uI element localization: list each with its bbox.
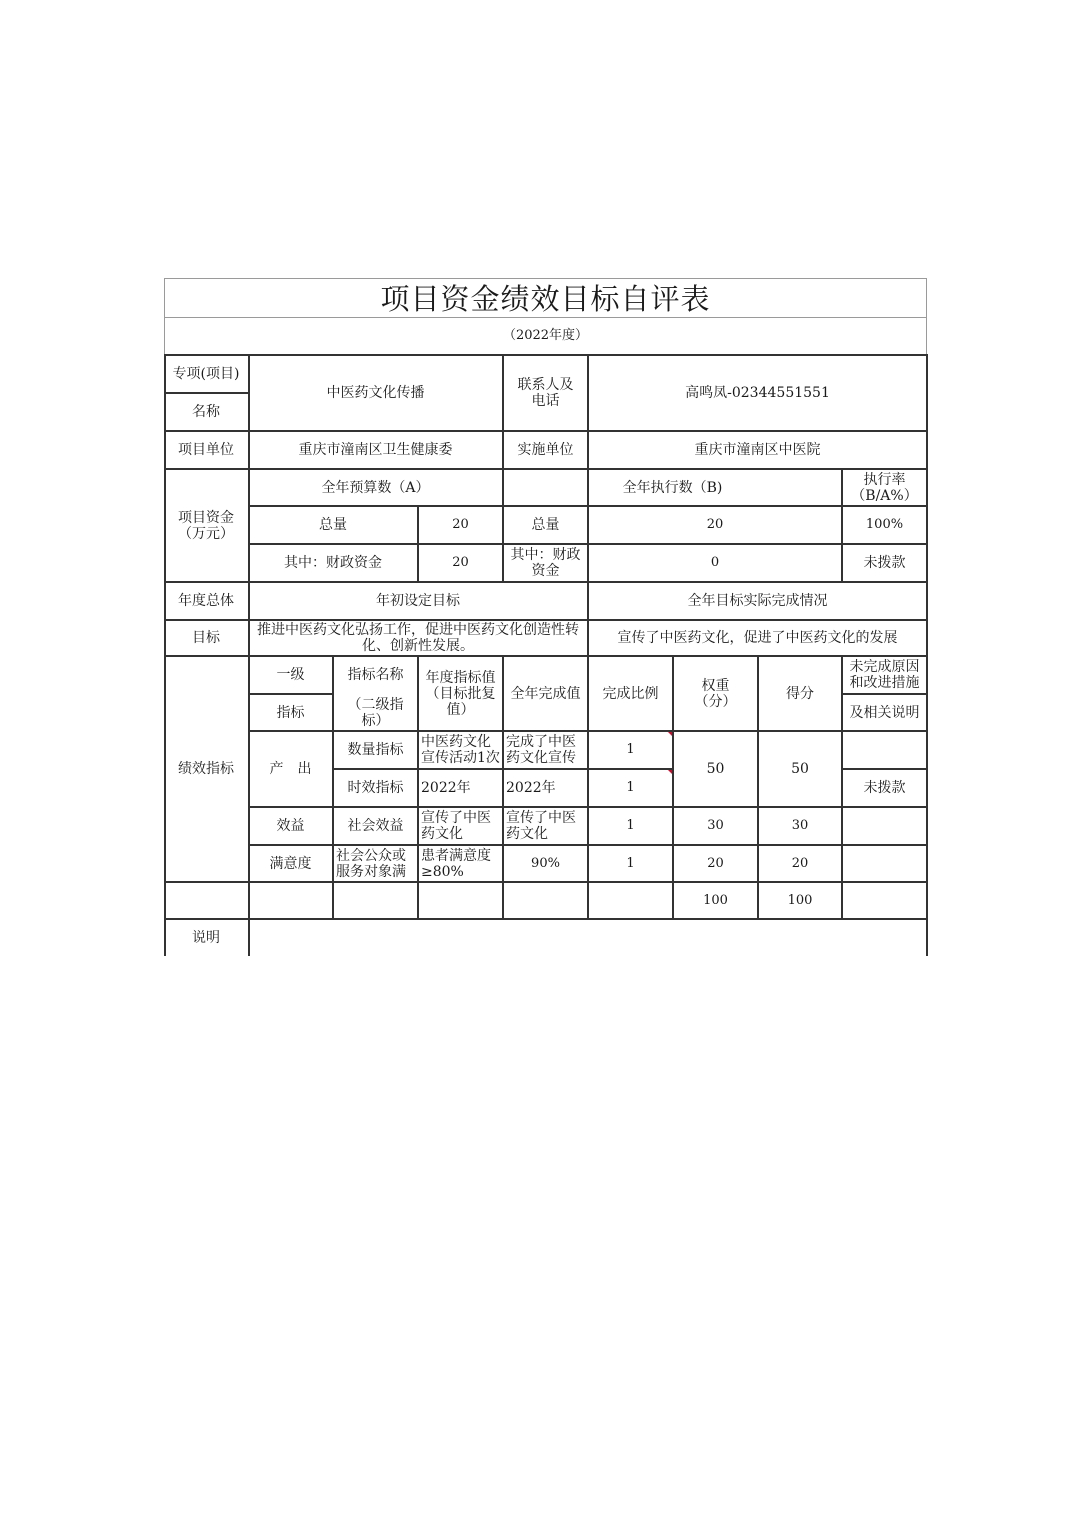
rule xyxy=(587,581,589,656)
budget-header: 全年预算数（A） xyxy=(321,479,430,496)
indicator-weight: 30 xyxy=(707,818,724,833)
rule xyxy=(332,655,334,919)
actual-header: 全年目标实际完成情况 xyxy=(687,593,828,609)
rule xyxy=(587,505,589,582)
indicator-name: 数量指标 xyxy=(347,742,404,758)
total-weight: 100 xyxy=(703,892,728,908)
indicator-name: 社会公众或服务对象满 xyxy=(336,847,406,880)
output-score: 50 xyxy=(791,761,809,777)
budget-total-label: 总量 xyxy=(319,517,347,533)
indicator-target: 宣传了中医药文化 xyxy=(421,810,491,842)
rule xyxy=(417,505,419,582)
rate-total-value: 100% xyxy=(865,517,904,532)
ind-name-header-a: 指标名称 xyxy=(347,667,404,683)
goal-label: 目标 xyxy=(192,630,220,646)
indicator-weight: 20 xyxy=(707,855,724,871)
rule xyxy=(842,768,928,770)
indicator-done: 2022年 xyxy=(506,780,556,796)
rule xyxy=(164,430,928,432)
rule xyxy=(926,278,927,354)
exec-total-label: 总量 xyxy=(531,517,560,533)
score-header: 得分 xyxy=(786,685,814,702)
indicator-target: 中医药文化宣传活动1次 xyxy=(421,734,500,766)
rule xyxy=(672,655,674,919)
project-unit-value: 重庆市潼南区卫生健康委 xyxy=(298,442,453,458)
initial-goal-header: 年初设定目标 xyxy=(376,593,460,609)
project-name-label-1: 专项(项目) xyxy=(172,366,240,382)
project-name-value: 中医药文化传播 xyxy=(326,385,425,401)
indicator-name: 时效指标 xyxy=(347,780,404,796)
project-name-label-2: 名称 xyxy=(192,404,220,420)
reason-header-a: 未完成原因和改进措施 xyxy=(849,659,920,691)
budget-total-value: 20 xyxy=(452,517,469,532)
rule xyxy=(164,354,166,956)
rule xyxy=(587,354,589,506)
rule xyxy=(164,278,927,279)
rule xyxy=(164,655,928,657)
rule xyxy=(248,354,250,956)
contact-label: 联系人及电话 xyxy=(517,377,574,409)
funds-label: 项目资金（万元） xyxy=(178,509,234,542)
rule xyxy=(164,468,928,470)
indicator-score: 30 xyxy=(791,818,809,833)
reason-header-b: 及相关说明 xyxy=(849,704,920,721)
year-label: （2022年度） xyxy=(502,328,589,343)
rule xyxy=(164,392,248,394)
page-title: 项目资金绩效目标自评表 xyxy=(380,282,711,316)
rule xyxy=(502,655,504,919)
indicator-done: 90% xyxy=(531,855,560,871)
level1-header-a: 一级 xyxy=(276,667,305,683)
rule xyxy=(164,354,928,356)
indicator-ratio: 1 xyxy=(626,855,635,871)
weight-header: 权重（分） xyxy=(694,677,737,710)
budget-fiscal-label: 其中：财政资金 xyxy=(284,555,382,571)
indicator-level1: 满意度 xyxy=(269,855,312,872)
rule xyxy=(926,354,928,956)
done-val-header: 全年完成值 xyxy=(510,685,581,702)
rule xyxy=(502,354,504,506)
rule xyxy=(842,693,928,695)
note-label: 说明 xyxy=(192,929,220,946)
level1-header-b: 指标 xyxy=(276,704,305,721)
rule xyxy=(164,278,165,354)
impl-unit-label: 实施单位 xyxy=(517,442,574,458)
rule xyxy=(841,468,843,582)
actual-goal-text: 宣传了中医药文化，促进了中医药文化的发展 xyxy=(617,630,898,646)
rule xyxy=(164,581,928,583)
perf-label: 绩效指标 xyxy=(178,761,234,777)
budget-fiscal-value: 20 xyxy=(452,555,469,570)
project-unit-label: 项目单位 xyxy=(178,442,234,458)
rule xyxy=(841,655,843,919)
ratio-header: 完成比例 xyxy=(602,685,659,702)
total-score: 100 xyxy=(787,892,813,908)
rule xyxy=(164,317,927,318)
output-reason: 未拨款 xyxy=(863,780,906,796)
annual-goal-label: 年度总体 xyxy=(178,593,234,609)
rule xyxy=(164,619,928,621)
indicator-level1: 效益 xyxy=(276,818,305,834)
output-group-label: 产 出 xyxy=(269,761,312,777)
exec-fiscal-label: 其中：财政资金 xyxy=(510,547,581,579)
rule xyxy=(502,505,504,582)
indicator-target: 患者满意度≥80% xyxy=(421,847,491,880)
indicator-target: 2022年 xyxy=(421,780,471,796)
contact-value: 高鸣凤-02344551551 xyxy=(685,385,830,401)
rule xyxy=(164,918,928,920)
rule xyxy=(757,655,759,919)
exec-header: 全年执行数（B) xyxy=(622,479,723,496)
output-weight: 50 xyxy=(706,761,725,777)
initial-goal-text: 推进中医药文化弘扬工作，促进中医药文化创造性转化、创新性发展。 xyxy=(257,622,579,654)
rule xyxy=(248,693,333,695)
indicator-ratio: 1 xyxy=(626,742,635,757)
annual-val-header: 年度指标值（目标批复值） xyxy=(425,669,496,718)
exec-fiscal-value: 0 xyxy=(710,555,720,570)
indicator-ratio: 1 xyxy=(626,780,635,795)
indicator-ratio: 1 xyxy=(626,818,635,833)
indicator-done: 宣传了中医药文化 xyxy=(506,810,576,842)
indicator-done: 完成了中医药文化宣传 xyxy=(506,734,576,766)
impl-unit-value: 重庆市潼南区中医院 xyxy=(694,442,821,458)
rule xyxy=(164,881,928,883)
rate-fiscal-value: 未拨款 xyxy=(863,555,906,571)
rule xyxy=(587,655,589,919)
indicator-score: 20 xyxy=(791,855,809,871)
exec-total-value: 20 xyxy=(706,517,724,532)
rate-header: 执行率（B/A%） xyxy=(851,471,918,504)
rule xyxy=(417,655,419,919)
self-evaluation-table xyxy=(164,278,927,956)
ind-name-header-b: （二级指标） xyxy=(347,696,404,729)
indicator-name: 社会效益 xyxy=(347,818,404,834)
